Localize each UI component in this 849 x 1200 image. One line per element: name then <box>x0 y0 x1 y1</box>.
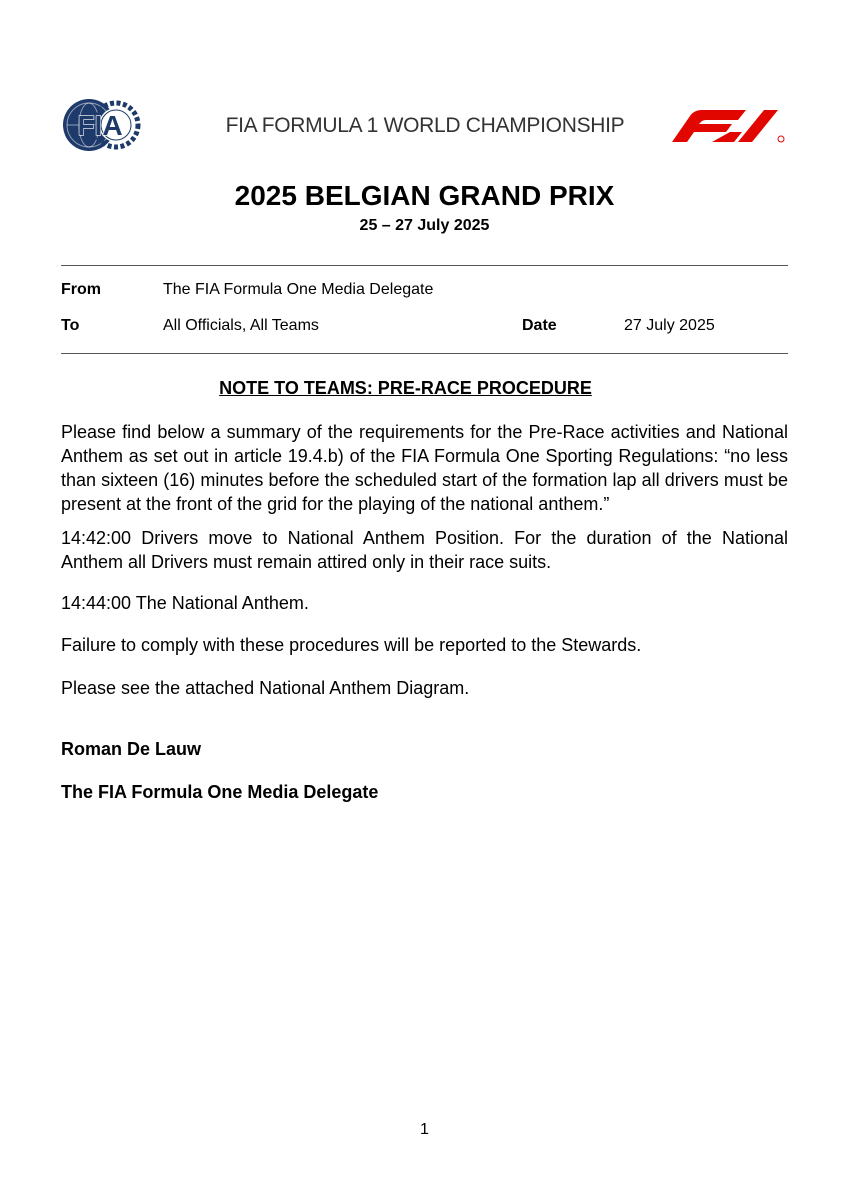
to-value: All Officials, All Teams <box>163 317 319 334</box>
svg-text:FIA: FIA <box>77 110 123 141</box>
paragraph-anthem-time: 14:44:00 The National Anthem. <box>61 593 309 613</box>
paragraph-drivers-move: 14:42:00 Drivers move to National Anthem Position. For the duration of the National Anthem all Drivers must remain attired only in their race suits. <box>61 528 788 572</box>
event-dates: 25 – 27 July 2025 <box>359 217 490 234</box>
signature-role: The FIA Formula One Media Delegate <box>61 782 379 802</box>
divider-bottom <box>61 353 788 354</box>
f1-logo <box>668 106 790 146</box>
divider-top <box>61 265 788 266</box>
signature-name: Roman De Lauw <box>61 739 202 759</box>
to-label: To <box>61 317 80 334</box>
fia-logo <box>60 96 142 154</box>
event-title: 2025 BELGIAN GRAND PRIX <box>234 180 615 211</box>
paragraph-failure: Failure to comply with these procedures will be reported to the Stewards. <box>61 635 642 655</box>
championship-title: FIA FORMULA 1 WORLD CHAMPIONSHIP <box>225 114 625 137</box>
paragraph-intro: Please find below a summary of the requirements for the Pre-Race activities and National Anthem as set out in article 19.4.b) of the FIA Formula One Sporting Regulations: “no less than sixteen (16) minutes before the scheduled start of the formation lap all drivers must be present at the front of the grid for the playing of the national anthem.” <box>61 422 788 514</box>
from-label: From <box>61 281 101 298</box>
note-heading: NOTE TO TEAMS: PRE-RACE PROCEDURE <box>219 378 592 398</box>
from-value: The FIA Formula One Media Delegate <box>163 281 434 298</box>
date-label: Date <box>522 317 557 334</box>
page-number: 1 <box>420 1121 429 1138</box>
paragraph-diagram: Please see the attached National Anthem Diagram. <box>61 678 470 698</box>
date-value: 27 July 2025 <box>624 317 715 334</box>
